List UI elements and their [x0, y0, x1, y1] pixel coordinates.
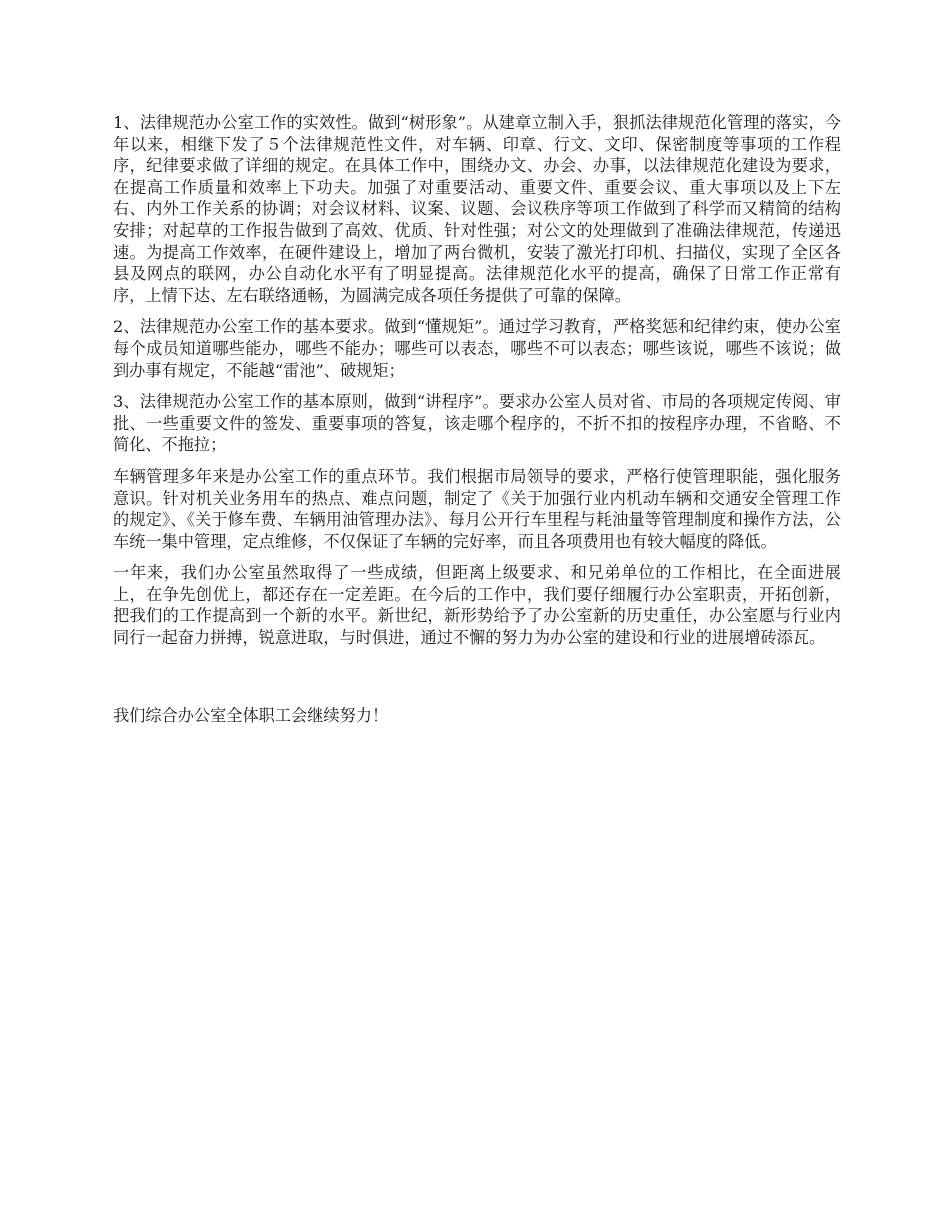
paragraph-4: 车辆管理多年来是办公室工作的重点环节。我们根据市局领导的要求，严格行使管理职能，强化服务意识。针对机关业务用车的热点、难点问题，制定了《关于加强行业内机动车辆和交通安全管理工作的规定》、《关于修车费、车辆用油管理办法》、每月公开行车里程与耗油量等管理制度和操作方法，公车统一集中管理，定点维修，不仅保证了车辆的完好率，而且各项费用也有较大幅度的降低。: [113, 466, 841, 551]
paragraph-5: 一年来，我们办公室虽然取得了一些成绩，但距离上级要求、和兄弟单位的工作相比，在全面进展上，在争先创优上，都还存在一定差距。在今后的工作中，我们要仔细履行办公室职责，开拓创新，把我们的工作提高到一个新的水平。新世纪，新形势给予了办公室新的历史重任，办公室愿与行业内同行一起奋力拼搏，锐意进取，与时俱进，通过不懈的努力为办公室的建设和行业的进展增砖添瓦。: [113, 563, 841, 648]
paragraph-3: 3、法律规范办公室工作的基本原则，做到“讲程序”。要求办公室人员对省、市局的各项规定传阅、审批、一些重要文件的签发、重要事项的答复，该走哪个程序的，不折不扣的按程序办理，不省略、不简化、不拖拉；: [113, 392, 841, 455]
document-body: [113, 112, 841, 736]
closing-line: 我们综合办公室全体职工会继续努力！: [113, 705, 389, 725]
paragraph-1: 1、法律规范办公室工作的实效性。做到“树形象”。从建章立制入手，狠抓法律规范化管理的落实，今年以来，相继下发了５个法律规范性文件，对车辆、印章、行文、文印、保密制度等事项的工作程序，纪律要求做了详细的规定。在具体工作中，围绕办文、办会、办事，以法律规范化建设为要求，在提高工作质量和效率上下功夫。加强了对重要活动、重要文件、重要会议、重大事项以及上下左右、内外工作关系的协调；对会议材料、议案、议题、会议秩序等项工作做到了科学而又精简的结构安排；对起草的工作报告做到了高效、优质、针对性强；对公文的处理做到了准确法律规范，传递迅速。为提高工作效率，在硬件建设上，增加了两台微机，安装了激光打印机、扫描仪，实现了全区各县及网点的联网，办公自动化水平有了明显提高。法律规范化水平的提高，确保了日常工作正常有序，上情下达、左右联络通畅，为圆满完成各项任务提供了可靠的保障。: [113, 113, 841, 305]
paragraph-2: 2、法律规范办公室工作的基本要求。做到“懂规矩”。通过学习教育，严格奖惩和纪律约束，使办公室每个成员知道哪些能办，哪些不能办；哪些可以表态，哪些不可以表态；哪些该说，哪些不该说；做到办事有规定，不能越“雷池”、破规矩；: [113, 317, 841, 380]
